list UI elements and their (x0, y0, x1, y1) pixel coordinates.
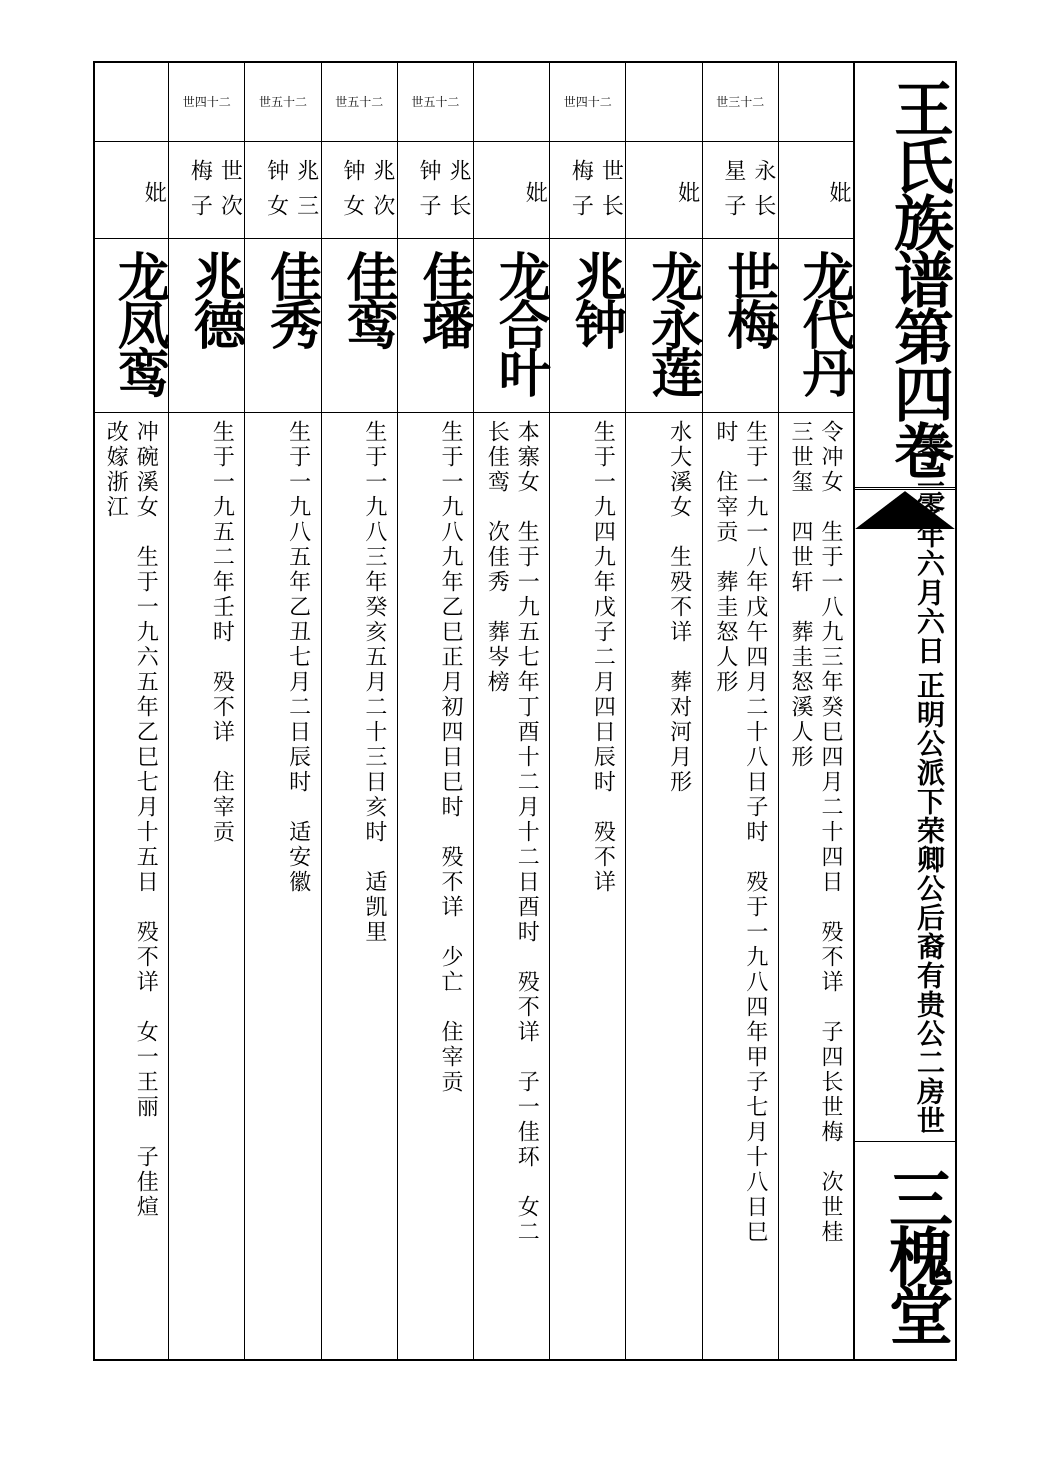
subtitle-block (911, 404, 947, 1135)
relation-cell (779, 141, 853, 239)
genealogy-column (550, 63, 626, 1359)
biography-line: 生于一九四九年戊子二月四日辰时 殁不详 (590, 420, 616, 895)
biography-line: 生于一九八三年癸亥五月二十三日亥时 适凯里 (361, 420, 387, 945)
biography-cell (703, 412, 778, 1359)
generation-cell (169, 63, 244, 142)
person-name: 佳鸾 (336, 250, 397, 346)
person-name: 龙凤鸾 (108, 250, 169, 394)
relation-text: 三女 (263, 194, 319, 220)
biography-line: 改嫁浙江 (103, 420, 129, 520)
relation-text: 兆钟 (416, 159, 471, 185)
relation-cell (626, 141, 701, 239)
name-cell (169, 238, 244, 413)
relation-text: 长子 (568, 194, 624, 220)
relation-text: 长子 (416, 194, 471, 220)
generation-cell (245, 63, 320, 142)
hall-name (855, 1141, 955, 1359)
relation-text: 世梅 (187, 159, 243, 185)
person-name: 龙永莲 (641, 250, 702, 394)
generation-cell (703, 63, 778, 142)
name-cell (245, 238, 320, 413)
relation-text: 次子 (187, 194, 243, 220)
relation-cell (550, 141, 625, 239)
biography-line: 时 住宰贡 葬圭怒人形 (712, 420, 738, 695)
biography-cell (245, 412, 320, 1359)
person-name: 世梅 (717, 250, 778, 346)
genealogy-page (93, 61, 957, 1361)
name-cell (322, 238, 397, 413)
generation-label: 世五十二 (411, 95, 460, 109)
biography-line: 本寨女 生于一九五七年丁酉十二月十二日酉时 殁不详 子一佳环 女二 (514, 420, 540, 1245)
genealogy-column (398, 63, 474, 1359)
biography-cell (169, 412, 244, 1359)
biography-cell (626, 412, 701, 1359)
generation-label: 世四十二 (563, 95, 612, 109)
relation-text: 兆钟 (263, 159, 319, 185)
relation-cell (322, 141, 397, 239)
genealogy-column (779, 63, 855, 1359)
biography-cell (398, 412, 473, 1359)
generation-label: 世三十二 (716, 95, 765, 109)
genealogy-column (322, 63, 398, 1359)
biography-line: 水大溪女 生殁不详 葬对河月形 (666, 420, 692, 795)
genealogy-column (474, 63, 550, 1359)
title-column (855, 63, 955, 1359)
name-cell (474, 238, 549, 413)
person-name: 兆德 (184, 250, 245, 346)
biography-line: 令冲女 生于一八九三年癸巳四月二十四日 殁不详 子四长世梅 次世桂 (818, 420, 843, 1245)
generation-label: 世四十二 (182, 95, 231, 109)
date-line: 二零二零年六月六日 (913, 404, 946, 665)
person-name: 佳璠 (413, 250, 473, 346)
generation-cell (398, 63, 473, 142)
genealogy-column (626, 63, 702, 1359)
name-cell (550, 238, 625, 413)
name-cell (93, 238, 168, 413)
relation-text: 次女 (339, 194, 395, 220)
biography-line: 生于一九八五年乙丑七月二日辰时 适安徽 (285, 420, 311, 895)
relation-cell (398, 141, 473, 239)
relation-text: 妣 (826, 181, 851, 207)
relation-cell (93, 141, 168, 239)
biography-line: 长佳鸾 次佳秀 葬岑榜 (484, 420, 510, 695)
biography-cell (779, 412, 853, 1359)
biography-line: 三世玺 四世轩 葬圭怒溪人形 (788, 420, 813, 770)
person-name: 龙合叶 (489, 250, 550, 394)
genealogy-column (93, 63, 169, 1359)
generation-cell (322, 63, 397, 142)
subtitle-line: 正明公派下荣卿公后裔有贵公二房世 (913, 671, 946, 1135)
genealogy-column (169, 63, 245, 1359)
generation-cell (626, 63, 701, 142)
name-cell (779, 238, 853, 413)
name-cell (626, 238, 701, 413)
genealogy-column (245, 63, 321, 1359)
generation-label: 世五十二 (335, 95, 384, 109)
biography-cell (550, 412, 625, 1359)
relation-text: 妣 (141, 181, 167, 207)
generation-cell (93, 63, 168, 142)
person-name: 龙代丹 (793, 250, 853, 394)
relation-text: 兆钟 (339, 159, 395, 185)
biography-line: 生于一九八九年乙巳正月初四日巳时 殁不详 少亡 住宰贡 (438, 420, 463, 1095)
biography-cell (474, 412, 549, 1359)
relation-text: 妣 (674, 181, 700, 207)
genealogy-column (703, 63, 779, 1359)
relation-text: 妣 (522, 181, 548, 207)
person-name: 佳秀 (260, 250, 321, 346)
relation-cell (245, 141, 320, 239)
relation-cell (169, 141, 244, 239)
relation-text: 长子 (720, 194, 776, 220)
biography-line: 生于一九一八年戊午四月二十八日子时 殁于一九八四年甲子七月十八日巳 (742, 420, 768, 1245)
name-cell (398, 238, 473, 413)
name-cell (703, 238, 778, 413)
biography-line: 冲碗溪女 生于一九六五年乙巳七月十五日 殁不详 女一王丽 子佳煊 (133, 420, 159, 1220)
generation-cell (474, 63, 549, 142)
biography-cell (93, 412, 168, 1359)
biography-line: 生于一九五二年壬时 殁不详 住宰贡 (209, 420, 235, 845)
title-text: 王氏族谱第四卷 (884, 77, 954, 477)
generation-cell (550, 63, 625, 142)
relation-cell (474, 141, 549, 239)
hall-text: 三槐堂 (878, 1165, 952, 1340)
biography-cell (322, 412, 397, 1359)
person-name: 兆钟 (565, 250, 626, 346)
generation-label: 世五十二 (259, 95, 308, 109)
relation-cell (703, 141, 778, 239)
relation-text: 世梅 (568, 159, 624, 185)
relation-text: 永星 (720, 159, 776, 185)
generation-cell (779, 63, 853, 142)
